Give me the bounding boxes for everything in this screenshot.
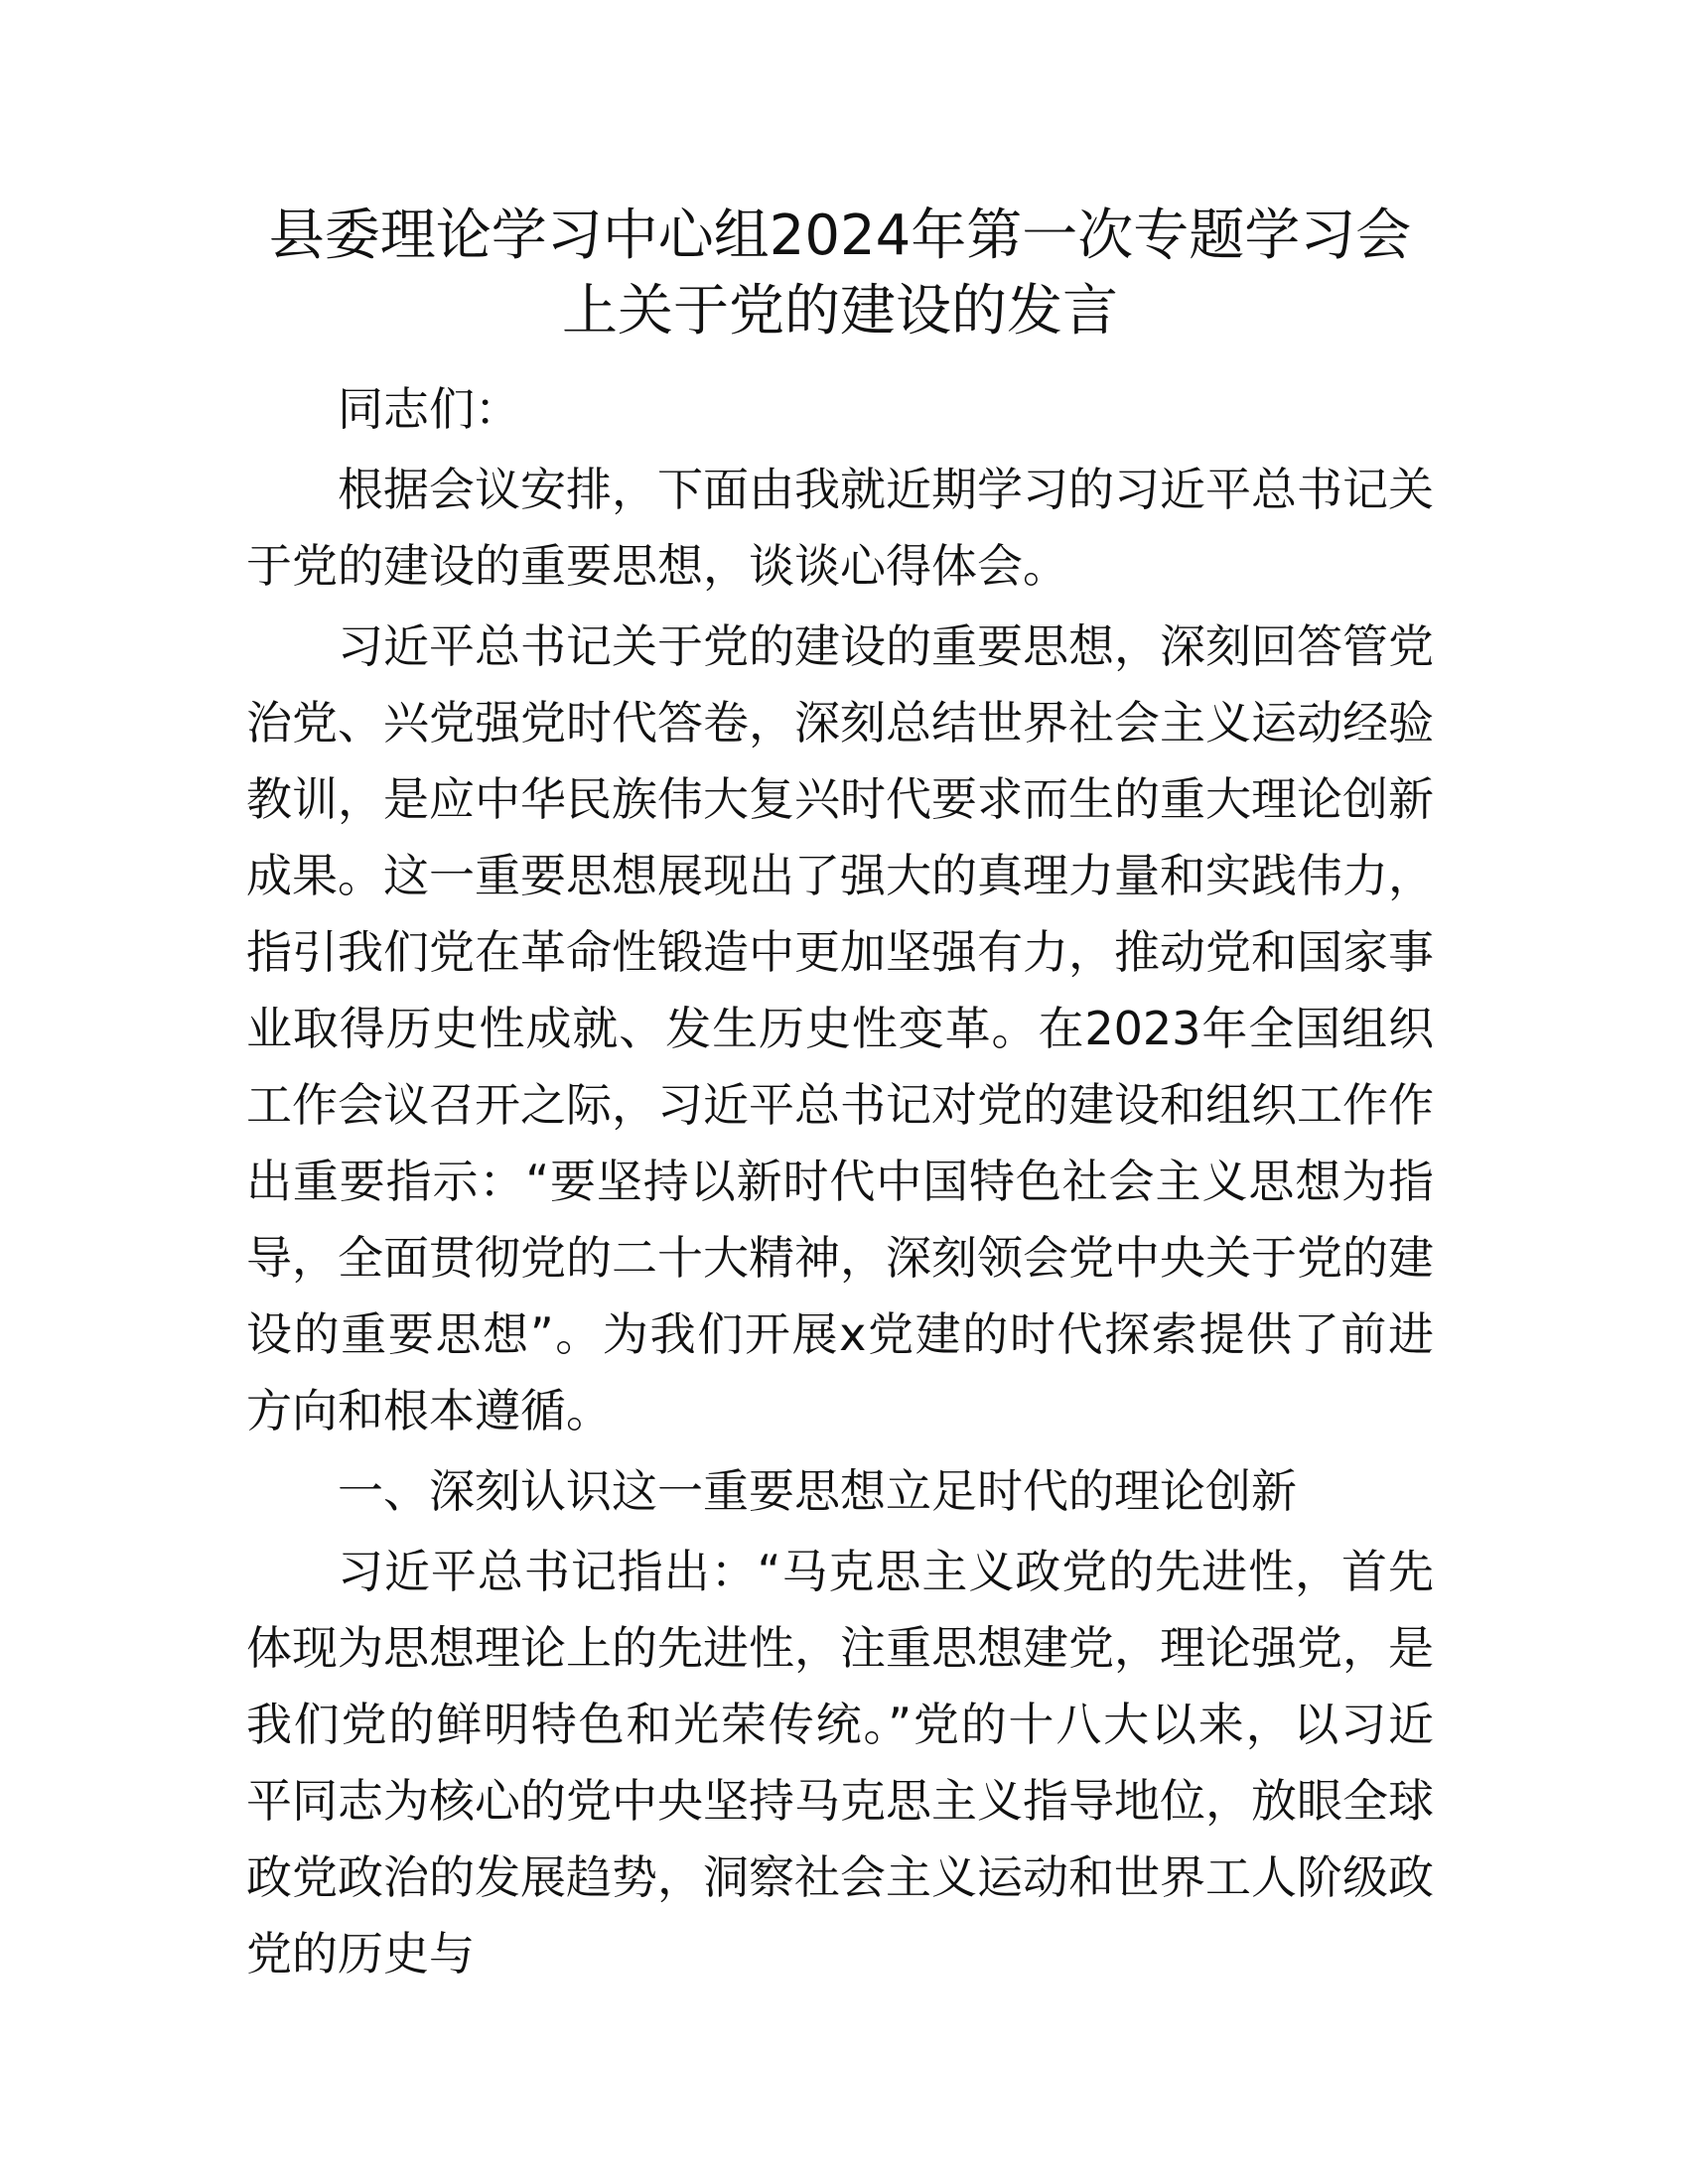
- section-heading: 一、深刻认识这一重要思想立足时代的理论创新: [338, 1464, 1297, 1518]
- document-title: [246, 199, 1434, 349]
- salutation: 同志们：: [338, 382, 520, 436]
- title-line-2: 上关于党的建设的发言: [562, 279, 1118, 343]
- paragraph-intro: 根据会议安排，下面由我就近期学习的习近平总书记关于党的建设的重要思想，谈谈心得体会。: [246, 463, 1434, 593]
- section-paragraph: 习近平总书记指出：“马克思主义政党的先进性，首先体现为思想理论上的先进性，注重思想建党，理论强党，是我们党的鲜明特色和光荣传统。”党的十八大以来，以习近平同志为核心的党中央坚持马克思主义指导地位，放眼全球政党政治的发展趋势，洞察社会主义运动和世界工人阶级政党的历史与: [246, 1545, 1434, 1980]
- paragraph-main: 习近平总书记关于党的建设的重要思想，深刻回答管党治党、兴党强党时代答卷，深刻总结世界社会主义运动经验教训，是应中华民族伟大复兴时代要求而生的重大理论创新成果。这一重要思想展现出了强大的真理力量和实践伟力，指引我们党在革命性锻造中更加坚强有力，推动党和国家事业取得历史性成就、发生历史性变革。在2023年全国组织工作会议召开之际，习近平总书记对党的建设和组织工作作出重要指示：“要坚持以新时代中国特色社会主义思想为指导，全面贯彻党的二十大精神，深刻领会党中央关于党的建设的重要思想”。为我们开展x党建的时代探索提供了前进方向和根本遵循。: [246, 619, 1434, 1437]
- document-page: [246, 199, 1434, 1996]
- title-line-1: 县委理论学习中心组2024年第一次专题学习会: [268, 204, 1412, 268]
